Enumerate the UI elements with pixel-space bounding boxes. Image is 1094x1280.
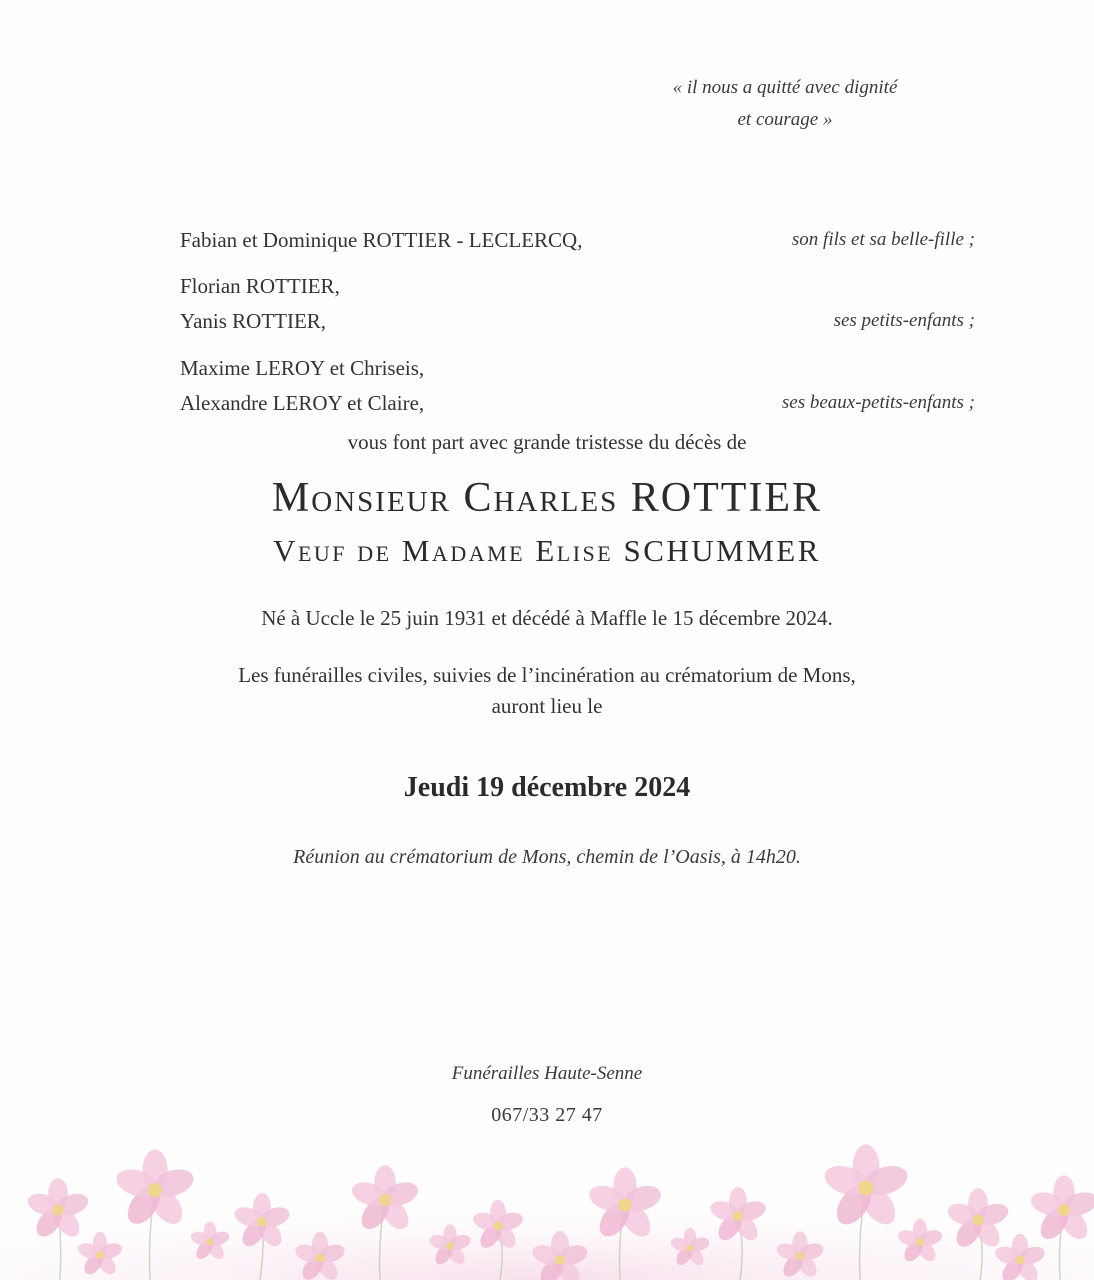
- family-names: Fabian et Dominique ROTTIER - LECLERCQ,: [180, 228, 583, 252]
- family-names: Maxime LEROY et Chriseis,: [180, 356, 425, 380]
- epigraph-line-1: « il nous a quitté avec dignité: [672, 77, 898, 98]
- widow-line: Veuf de Madame Elise SCHUMMER: [273, 533, 821, 568]
- funeral-home-name: Funérailles Haute-Senne: [451, 1063, 643, 1084]
- family-names: Yanis ROTTIER,: [180, 309, 327, 333]
- funeral-home-phone: 067/33 27 47: [491, 1104, 603, 1126]
- announcement: vous font part avec grande tristesse du décès de: [347, 430, 747, 454]
- deceased-name: Monsieur Charles ROTTIER: [271, 475, 823, 521]
- birth-death-line: Né à Uccle le 25 juin 1931 et décédé à Maffle le 15 décembre 2024.: [261, 606, 833, 630]
- family-relation: ses petits-enfants ;: [833, 310, 975, 331]
- epigraph-line-2: et courage »: [737, 109, 833, 130]
- meeting-info: Réunion au crématorium de Mons, chemin de l’Oasis, à 14h20.: [293, 846, 801, 868]
- pink-flowers-icon: [0, 1130, 1094, 1280]
- family-names: Florian ROTTIER,: [180, 274, 340, 298]
- epigraph: [620, 72, 950, 136]
- family-names: Alexandre LEROY et Claire,: [180, 391, 425, 415]
- funeral-info-line-2: auront lieu le: [491, 694, 603, 718]
- funeral-info-line-1: Les funérailles civiles, suivies de l’incinération au crématorium de Mons,: [238, 663, 856, 687]
- family-relation: ses beaux-petits-enfants ;: [781, 392, 975, 413]
- family-relation: son fils et sa belle-fille ;: [791, 229, 975, 250]
- funeral-date: Jeudi 19 décembre 2024: [403, 772, 691, 803]
